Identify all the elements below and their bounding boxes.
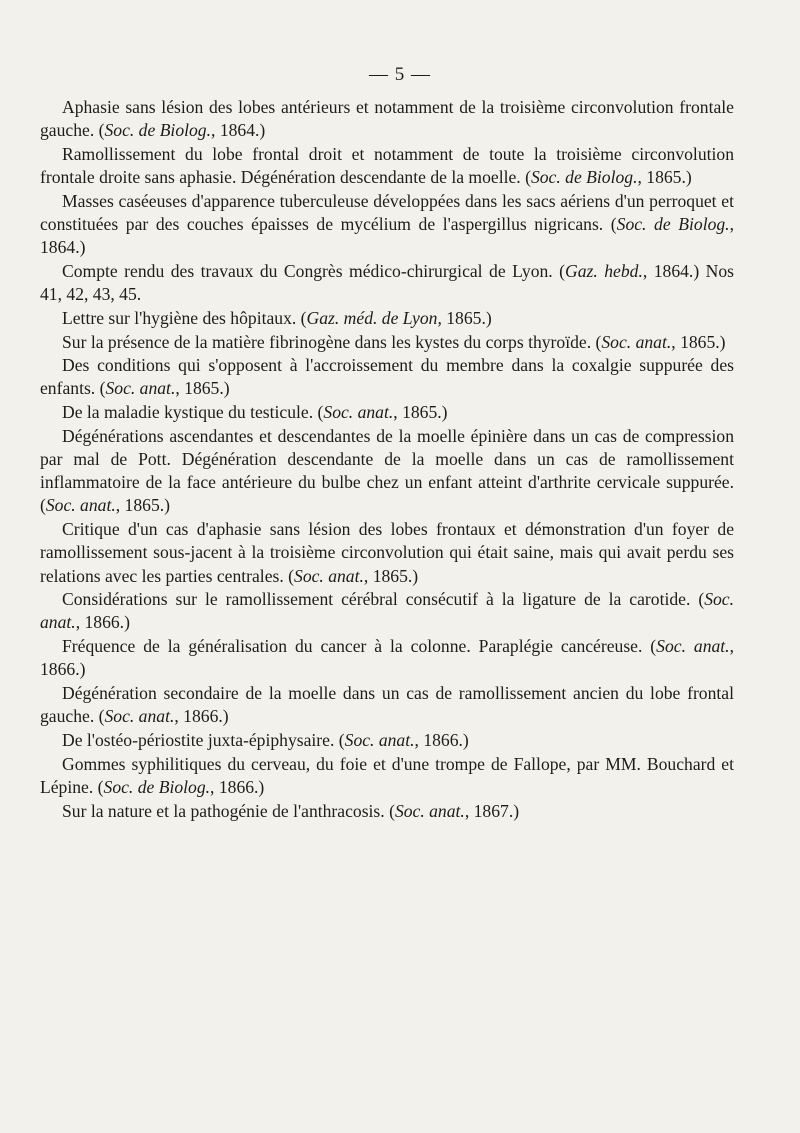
bibliography-entry <box>40 635 734 681</box>
entry-source: Soc. anat. <box>45 495 116 516</box>
bibliography-entry <box>40 354 734 400</box>
bibliography-entry <box>40 307 734 330</box>
bibliography-entry <box>40 800 734 823</box>
bibliography-entry <box>40 96 734 142</box>
entry-tail: , 1866.) <box>210 776 265 797</box>
entry-text: Dégénérations ascendantes et descendantes de la moelle épinière dans un cas de compression par mal de Pott. Dégénération descendante de la moelle dans un cas de ramollissement inflammatoire de la face antérieure du bulbe chez un enfant atteint d'arthrite cervicale suppurée. ( <box>40 425 734 516</box>
entry-tail: , 1865.) <box>175 378 230 399</box>
bibliography-entry <box>40 753 734 799</box>
entry-source: Soc. anat. <box>656 636 730 657</box>
entry-source: Soc. anat. <box>40 589 734 633</box>
entry-text: Considérations sur le ramollissement cérébral consécutif à la ligature de la carotide. ( <box>62 589 705 610</box>
entry-source: Gaz. méd. de Lyon, <box>306 307 442 328</box>
bibliography-entry <box>40 331 734 354</box>
entry-source: Soc. anat. <box>294 565 364 586</box>
bibliography-entry <box>40 143 734 189</box>
entry-text: Lettre sur l'hygiène des hôpitaux. ( <box>62 307 307 328</box>
entry-text: Critique d'un cas d'aphasie sans lésion des lobes frontaux et démonstration d'un foyer de ramollissement sous-jacent à la troisième circonvolution qui était saine, mais qui avait perdu ses relations avec les parties centrales. ( <box>40 519 734 586</box>
entry-source: Soc. anat. <box>344 729 415 750</box>
bibliography-list <box>40 96 734 823</box>
entry-source: Soc. de Biolog. <box>616 214 730 235</box>
entry-source: Soc. anat. <box>323 402 394 423</box>
entry-tail: , 1866.) <box>414 729 469 750</box>
entry-text: Masses caséeuses d'apparence tuberculeuse développées dans les sacs aériens d'un perroquet et constituées par des couches épaisses de mycélium de l'aspergillus nigricans. ( <box>40 190 734 235</box>
entry-tail: , 1865.) <box>671 331 726 352</box>
entry-tail: , 1865.) <box>637 167 692 188</box>
entry-tail: , 1864.) Nos 41, 42, 43, 45. <box>40 260 734 305</box>
entry-text: Sur la présence de la matière fibrinogène dans les kystes du corps thyroïde. ( <box>62 331 602 352</box>
entry-text: De l'ostéo-périostite juxta-épiphysaire. ( <box>62 729 345 750</box>
entry-source: Soc. anat. <box>394 800 465 821</box>
bibliography-entry <box>40 425 734 518</box>
entry-text: Aphasie sans lésion des lobes antérieurs et notamment de la troisième circonvolution frontale gauche. ( <box>40 97 734 141</box>
entry-source: Soc. de Biolog. <box>530 167 638 188</box>
entry-source: Gaz. hebd. <box>565 260 643 281</box>
bibliography-entry <box>40 518 734 588</box>
entry-text: Sur la nature et la pathogénie de l'anthracosis. ( <box>62 800 395 821</box>
entry-tail: , 1865.) <box>363 565 419 586</box>
entry-text: Compte rendu des travaux du Congrès médico-chirurgical de Lyon. ( <box>62 260 566 281</box>
bibliography-entry <box>40 729 734 752</box>
page-number: — 5 — <box>369 64 431 85</box>
entry-source: Soc. anat. <box>601 331 672 352</box>
bibliography-entry <box>40 401 734 424</box>
entry-tail: , 1865.) <box>115 495 170 516</box>
bibliography-entry <box>40 588 734 634</box>
entry-text: Gommes syphilitiques du cerveau, du foie et d'une trompe de Fallope, par MM. Bouchard et Lépine. ( <box>40 753 734 797</box>
entry-text: Fréquence de la généralisation du cancer à la colonne. Paraplégie cancéreuse. ( <box>62 636 657 657</box>
entry-tail: , 1866.) <box>174 706 229 727</box>
entry-tail: 1865.) <box>441 307 492 328</box>
entry-tail: , 1866.) <box>75 612 130 633</box>
entry-source: Soc. anat. <box>105 378 176 399</box>
entry-text: De la maladie kystique du testicule. ( <box>62 402 324 423</box>
bibliography-entry <box>40 682 734 728</box>
bibliography-entry <box>40 190 734 260</box>
entry-tail: , 1864.) <box>40 214 734 258</box>
entry-tail: , 1866.) <box>40 636 734 680</box>
entry-text: Dégénération secondaire de la moelle dans un cas de ramollissement ancien du lobe frontal gauche. ( <box>40 683 734 727</box>
entry-source: Soc. de Biolog. <box>103 776 211 797</box>
entry-source: Soc. de Biolog. <box>104 120 212 141</box>
entry-source: Soc. anat. <box>104 706 175 727</box>
entry-tail: , 1864.) <box>211 120 266 141</box>
entry-tail: , 1867.) <box>464 800 520 821</box>
bibliography-entry <box>40 260 734 306</box>
entry-text: Des conditions qui s'opposent à l'accroissement du membre dans la coxalgie suppurée des enfants. ( <box>40 355 734 399</box>
entry-text: Ramollissement du lobe frontal droit et notamment de toute la troisième circonvolution frontale droite sans aphasie. Dégénération descendante de la moelle. ( <box>40 143 734 188</box>
entry-tail: , 1865.) <box>393 402 448 423</box>
